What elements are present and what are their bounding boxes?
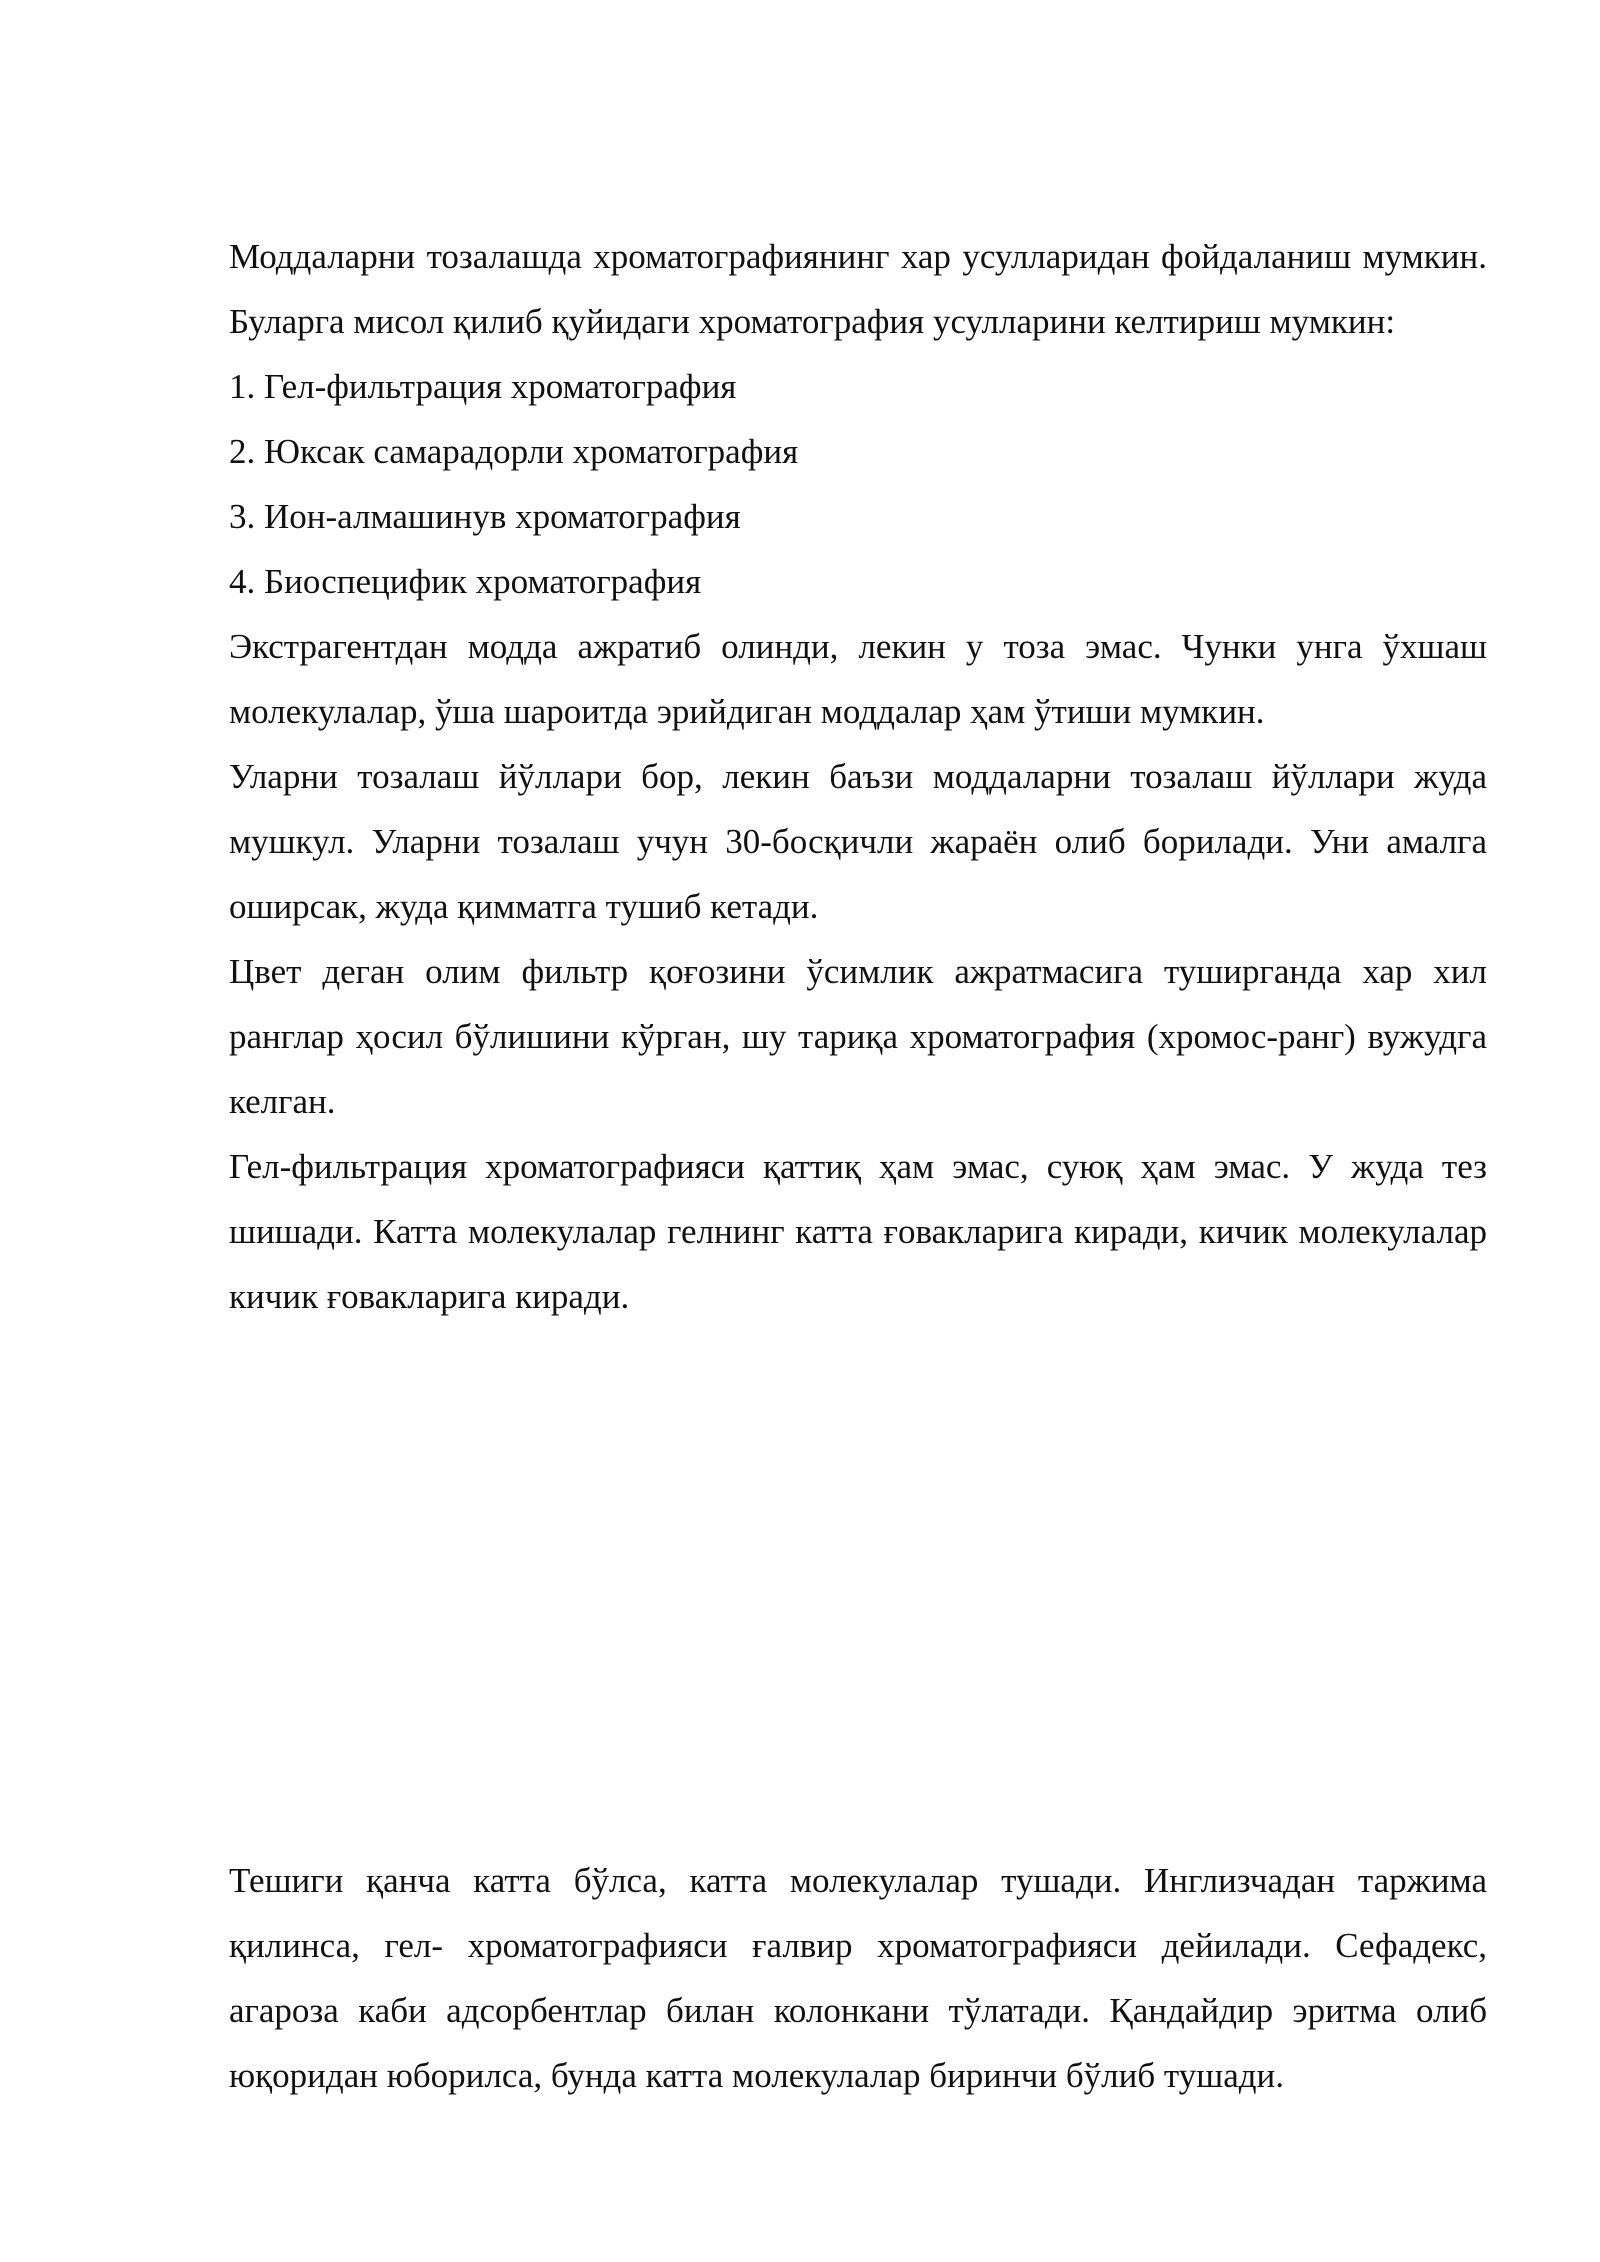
paragraph-tsvet: Цвет деган олим фильтр қоғозини ўсимлик ажратмасига туширганда хар хил ранглар ҳосил бўлишини кўрган, шу тариқа хроматография (хромос-ранг) вужудга келган. bbox=[229, 952, 1487, 1121]
paragraph-gel-filtration: Гел-фильтрация хроматографияси қаттиқ ҳам эмас, суюқ ҳам эмас. У жуда тез шишади. Катта молекулалар гелнинг катта ғовакларига киради, кичик молекулалар кичик ғовакларига киради. bbox=[229, 1147, 1487, 1316]
text-block-top bbox=[229, 224, 1487, 1329]
list-item-1: 1. Гел-фильтрация хроматография bbox=[229, 367, 737, 406]
paragraph-purification: Уларни тозалаш йўллари бор, лекин баъзи моддаларни тозалаш йўллари жуда мушкул. Уларни тозалаш учун 30-босқичли жараён олиб борилади. Уни амалга оширсак, жуда қимматга тушиб кетади. bbox=[229, 757, 1487, 926]
text-block-bottom bbox=[229, 1848, 1487, 2108]
list-item-3: 3. Ион-алмашинув хроматография bbox=[229, 497, 741, 536]
paragraph-extraction: Экстрагентдан модда ажратиб олинди, лекин у тоза эмас. Чунки унга ўхшаш молекулалар, ўша шароитда эрийдиган моддалар ҳам ўтиши мумкин. bbox=[229, 627, 1487, 731]
paragraph-intro: Моддаларни тозалашда хроматографиянинг хар усулларидан фойдаланиш мумкин. Буларга мисол қилиб қуйидаги хроматография усулларини келтириш мумкин: bbox=[229, 237, 1487, 341]
paragraph-sieve: Тешиги қанча катта бўлса, катта молекулалар тушади. Инглизчадан таржима қилинса, гел- хроматографияси ғалвир хроматографияси дейилади. Сефадекс, агароза каби адсорбентлар билан колонкани тўлатади. Қандайдир эритма олиб юқоридан юборилса, бунда катта молекулалар биринчи бўлиб тушади. bbox=[229, 1861, 1487, 2095]
list-item-2: 2. Юксак самарадорли хроматография bbox=[229, 432, 799, 471]
list-item-4: 4. Биоспецифик хроматография bbox=[229, 562, 702, 601]
